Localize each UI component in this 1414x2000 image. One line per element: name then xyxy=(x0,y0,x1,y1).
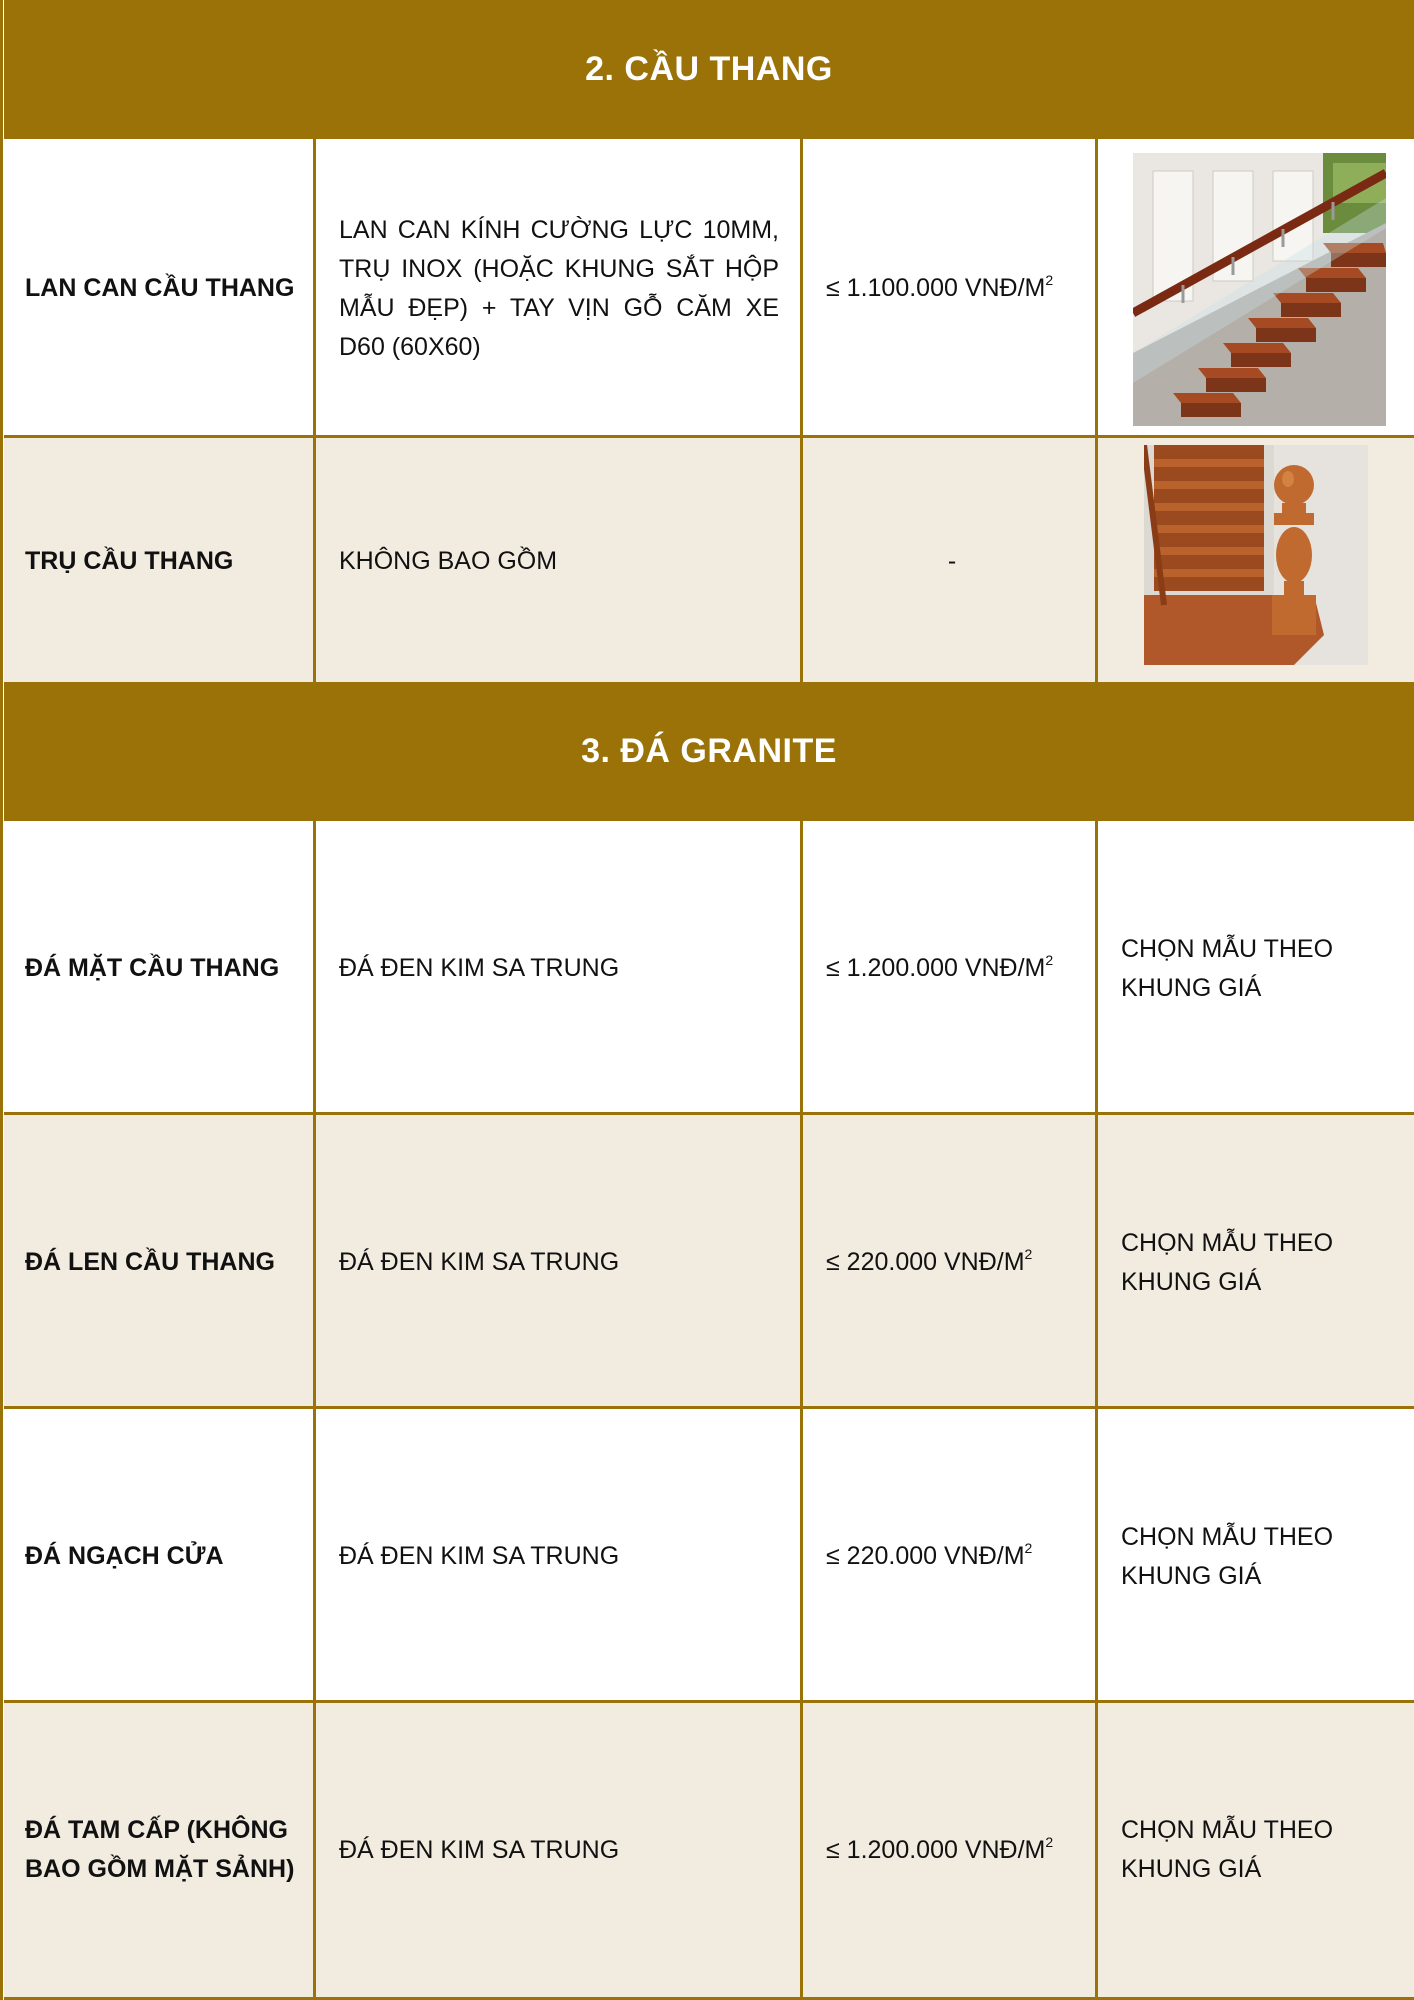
section-header-cau-thang xyxy=(4,0,1414,139)
section-header-da-granite xyxy=(4,682,1414,821)
table-row xyxy=(4,435,1414,685)
item-price xyxy=(804,1703,1096,1997)
column-divider xyxy=(313,818,316,2000)
price-unit-superscript: 2 xyxy=(1045,952,1054,968)
price-text: ≤ 220.000 VNĐ/M xyxy=(826,1248,1025,1276)
price-text: ≤ 220.000 VNĐ/M xyxy=(826,1542,1025,1570)
wooden-newel-post-photo xyxy=(1144,445,1368,665)
item-note: CHỌN MẪU THEO KHUNG GIÁ xyxy=(1121,1228,1334,1296)
staircase-glass-railing-photo xyxy=(1133,153,1386,426)
column-divider xyxy=(800,818,803,2000)
column-divider xyxy=(800,136,803,685)
table-left-border xyxy=(0,0,3,2000)
item-name: ĐÁ TAM CẤP (KHÔNG BAO GỒM MẶT SẢNH) xyxy=(25,1816,295,1883)
item-image-cell xyxy=(1099,438,1414,685)
price-unit-superscript: 2 xyxy=(1045,1833,1054,1850)
item-note: CHỌN MẪU THEO KHUNG GIÁ xyxy=(1121,1522,1334,1590)
table-row xyxy=(4,1406,1414,1704)
table-row xyxy=(4,1112,1414,1410)
table-row xyxy=(4,136,1414,438)
item-name: TRỤ CẦU THANG xyxy=(25,547,234,575)
item-price xyxy=(804,1409,1096,1704)
price-text: ≤ 1.100.000 VNĐ/M xyxy=(826,274,1046,302)
item-image-cell xyxy=(1099,139,1414,438)
item-price xyxy=(804,821,1096,1116)
item-price xyxy=(804,139,1096,438)
section-title: 3. ĐÁ GRANITE xyxy=(581,732,837,770)
item-price: - xyxy=(947,547,957,575)
price-unit-superscript: 2 xyxy=(1024,1540,1033,1556)
table-row xyxy=(4,1700,1414,2000)
item-spec: ĐÁ ĐEN KIM SA TRUNG xyxy=(339,954,620,982)
item-spec: ĐÁ ĐEN KIM SA TRUNG xyxy=(339,1542,620,1570)
item-note: CHỌN MẪU THEO KHUNG GIÁ xyxy=(1121,1816,1334,1883)
section-title: 2. CẦU THANG xyxy=(585,50,833,88)
item-spec: ĐÁ ĐEN KIM SA TRUNG xyxy=(339,1248,620,1276)
item-note: CHỌN MẪU THEO KHUNG GIÁ xyxy=(1121,934,1334,1002)
price-text: ≤ 1.200.000 VNĐ/M xyxy=(826,1835,1046,1864)
price-unit-superscript: 2 xyxy=(1024,1246,1033,1262)
item-name: ĐÁ MẶT CẦU THANG xyxy=(25,954,280,982)
column-divider xyxy=(1095,818,1098,2000)
item-spec xyxy=(317,139,801,438)
column-divider xyxy=(1095,136,1098,685)
price-text: ≤ 1.200.000 VNĐ/M xyxy=(826,954,1046,982)
price-unit-superscript: 2 xyxy=(1045,272,1054,288)
item-name: LAN CAN CẦU THANG xyxy=(25,274,295,302)
column-divider xyxy=(313,136,316,685)
item-spec: KHÔNG BAO GỒM xyxy=(339,547,558,575)
item-name: ĐÁ LEN CẦU THANG xyxy=(25,1248,275,1276)
item-price xyxy=(804,1115,1096,1410)
item-spec: ĐÁ ĐEN KIM SA TRUNG xyxy=(339,1835,620,1864)
item-name: ĐÁ NGẠCH CỬA xyxy=(25,1542,224,1570)
item-spec-text: LAN CAN KÍNH CƯỜNG LỰC 10MM, TRỤ INOX (HOẶC KHUNG SẮT HỘP MẪU ĐẸP) + TAY VỊN GỖ CĂM XE D60 (60X60) xyxy=(339,215,779,361)
table-row xyxy=(4,818,1414,1116)
